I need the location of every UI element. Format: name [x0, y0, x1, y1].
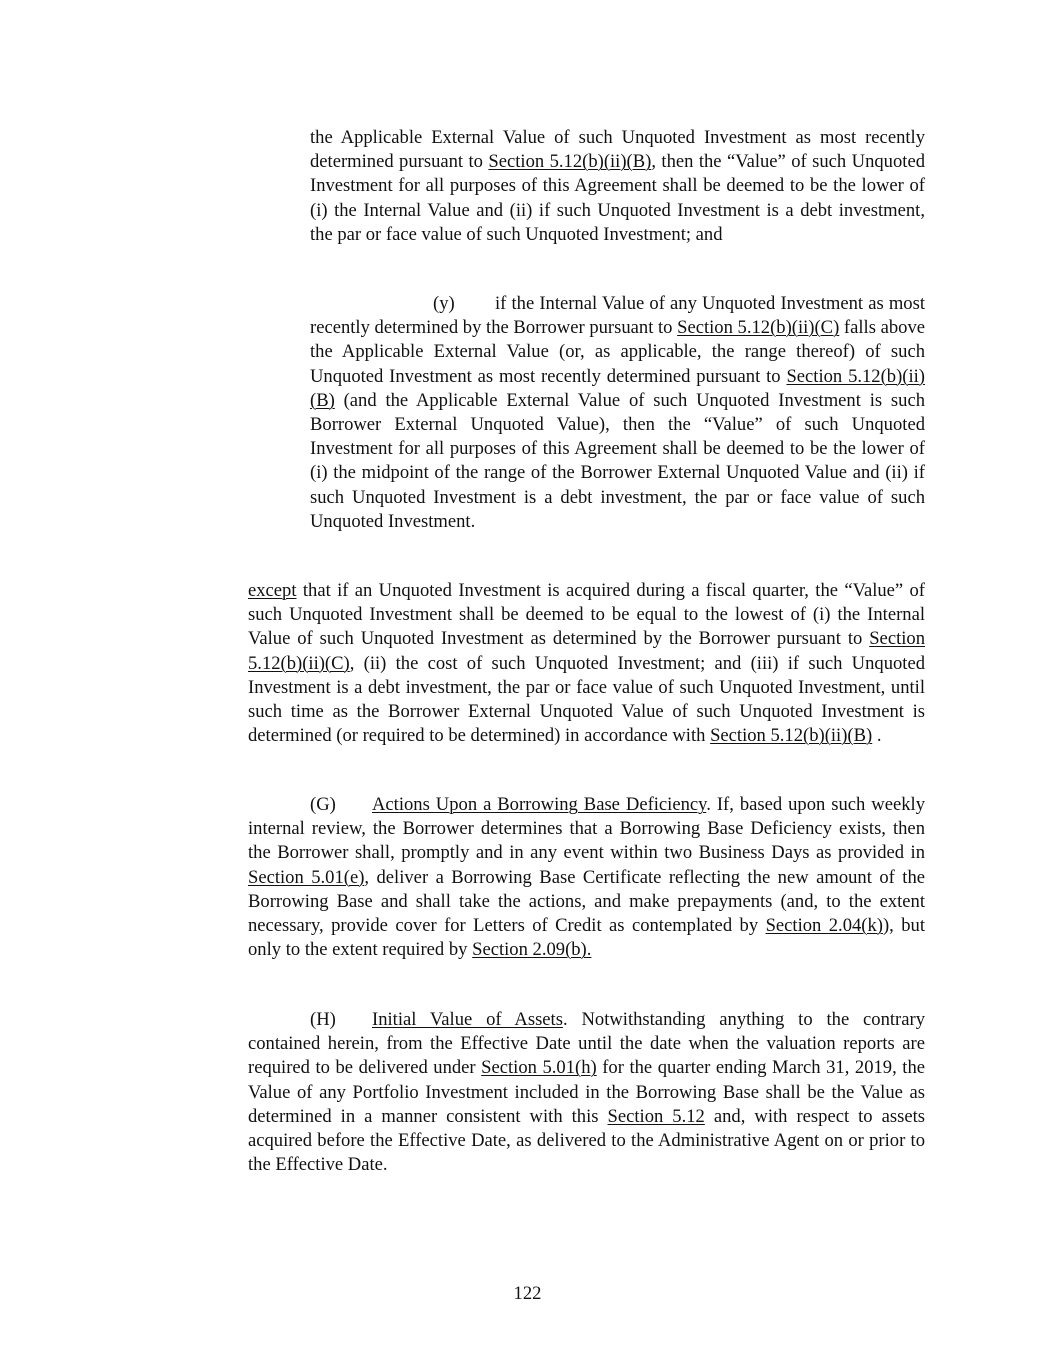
text: . Notwithstanding anything to the contrary contained herein, from the Effective Date until the date when the valuation reports are required to be delivered under	[248, 1009, 925, 1079]
except-lead: except	[248, 580, 297, 601]
text: . If, based upon such weekly internal review, the Borrower determines that a Borrowing Base Deficiency exists, then the Borrower shall, promptly and in any event within two Business Days as provided in	[248, 794, 925, 864]
text: (and the Applicable External Value of such Unquoted Investment is such Borrower External Unquoted Value), then the “Value” of such Unquoted Investment for all purposes of this Agreement shall be deemed to be the lower of (i) the midpoint of the range of the Borrower External Unquoted Value and (ii) if such Unquoted Investment is a debt investment, the par or face value of such Unquoted Investment.	[310, 389, 925, 532]
section-reference: Section 5.12(b)(ii)(B)	[310, 365, 925, 411]
text: for the quarter ending March 31, 2019, the Value of any Portfolio Investment included in the Borrowing Base shall be the Value as determined in a manner consistent with this	[248, 1057, 925, 1127]
section-reference: Section 5.12(b)(ii)(C)	[677, 317, 840, 339]
paragraph-except	[248, 579, 925, 748]
section-reference: Section 5.12(b)(ii)(B)	[710, 725, 873, 747]
text: if the Internal Value of any Unquoted Investment as most recently determined by the Borrower pursuant to	[310, 293, 925, 339]
text: and, with respect to assets acquired before the Effective Date, as delivered to the Administrative Agent on or prior to the Effective Date.	[248, 1105, 925, 1176]
clause-label-h: (H)	[310, 1009, 336, 1030]
text: , deliver a Borrowing Base Certificate reflecting the new amount of the Borrowing Base and shall take the actions, and make prepayments (and, to the extent necessary, provide cover for Letters of Credit as contemplated by	[248, 866, 925, 937]
section-reference: Section 5.01(h)	[481, 1057, 597, 1079]
section-reference: Section 5.12(b)(ii)(C)	[248, 628, 925, 674]
section-reference: Section 5.12	[607, 1105, 705, 1127]
paragraph-x-continuation	[310, 126, 925, 247]
paragraph-g	[248, 793, 925, 962]
section-reference: Section 2.04(k)	[765, 915, 883, 937]
paragraph-h	[248, 1008, 925, 1177]
section-reference: Section 5.01(e)	[248, 866, 365, 888]
text: that if an Unquoted Investment is acquired during a fiscal quarter, the “Value” of such Unquoted Investment shall be deemed to be equal to the lowest of (i) the Internal Value of such Unquoted Investment as determined by the Borrower pursuant to	[248, 580, 925, 650]
section-reference: Section 2.09(b).	[472, 939, 592, 961]
text: .	[872, 725, 882, 747]
text: ), but only to the extent required by	[248, 915, 926, 961]
clause-label-g: (G)	[310, 794, 336, 815]
text: , then the “Value” of such Unquoted Investment for all purposes of this Agreement shall be deemed to be the lower of (i) the Internal Value and (ii) if such Unquoted Investment is a debt investment, the par or face value of such Unquoted Investment; and	[310, 151, 925, 245]
section-reference: Section 5.12(b)(ii)(B)	[488, 151, 652, 173]
paragraph-heading: Actions Upon a Borrowing Base Deficiency	[372, 794, 707, 815]
paragraph-heading: Initial Value of Assets	[372, 1009, 563, 1030]
page-number: 122	[513, 1283, 542, 1304]
text: falls above the Applicable External Value (or, as applicable, the range thereof) of such Unquoted Investment as most recently determined pursuant to	[310, 317, 925, 387]
paragraph-y	[310, 292, 925, 534]
text: the Applicable External Value of such Unquoted Investment as most recently determined pursuant to	[310, 127, 925, 173]
clause-label-y: (y)	[433, 293, 455, 314]
text: , (ii) the cost of such Unquoted Investment; and (iii) if such Unquoted Investment is a debt investment, the par or face value of such Unquoted Investment, until such time as the Borrower External Unquoted Value of such Unquoted Investment is determined (or required to be determined) in accordance with	[248, 652, 925, 747]
